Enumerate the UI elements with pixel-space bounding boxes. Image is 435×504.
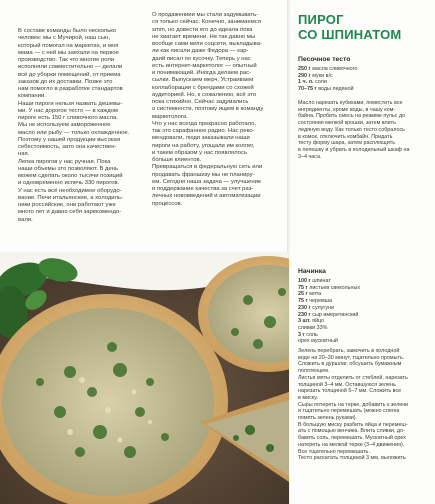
instruction-line: Зелень перебрать, замочить в холодной — [298, 348, 400, 354]
instruction-line: толщиной 3–4 мм. Оставшуюся зелень — [298, 381, 396, 388]
instruction-line: нарезать толщиной 5–7 мм. Сложить все — [298, 388, 402, 395]
instruction-line: в комок, отключить комбайн. Придать — [298, 133, 393, 140]
ingredient-name: соли — [313, 79, 327, 86]
ingredient-qty: 3 шт. — [298, 318, 311, 325]
ingredient-name: орех мускатный — [298, 338, 338, 345]
instruction-line: в лепешку и убрать в холодильный шкаф на — [298, 146, 410, 153]
article-line: больше клиентов. — [152, 157, 202, 163]
ingredient-item — [298, 325, 428, 332]
spinach-pie-photo — [0, 252, 289, 504]
dough-instructions — [298, 100, 428, 160]
ingredient-item — [298, 285, 428, 292]
ingredient-qty: 1 ч. л. — [298, 79, 314, 86]
instruction-line: Листья мяты отделить от стеблей, нарезать — [298, 374, 408, 381]
ingredient-qty: 75 г — [298, 298, 308, 305]
instruction-line: Сыры потереть на терке, добавить к зелени — [298, 401, 409, 408]
article-line: smm, но довести его до идеала пока — [152, 26, 253, 33]
instruction-line: бавить соль, перемешать. Мускатный орех — [298, 435, 406, 442]
article-line: производство. Так что многие роли — [18, 57, 115, 63]
article-line: не хватает времени. Не так давно мы — [152, 33, 256, 40]
article-line: пироге есть 150 г сливочного масла. — [18, 115, 118, 121]
article-line: вообще сами вели соцсети, выкладыва- — [152, 41, 262, 47]
ingredient-item — [298, 66, 428, 73]
ingredient-name: воды ледяной — [316, 86, 354, 93]
article-line: Превращаться в федеральную сеть или — [152, 164, 263, 171]
ingredient-name: сулугуни — [310, 304, 335, 311]
article-line: даяй писал по кусочку. Теперь у нас — [152, 55, 251, 62]
ingredient-name: масла сливочного — [310, 66, 358, 72]
article-line: вали. — [18, 216, 33, 223]
article-line: так это сарафанное радио. Нас реко- — [152, 128, 255, 134]
instruction-line: и тщательно перемешать (можно слегка — [298, 408, 400, 415]
article-line: о системности, поэтому ищем в команду — [152, 106, 264, 113]
filling-ingredients — [298, 278, 428, 345]
article-line: У нас есть всё необходимое оборудо- — [18, 187, 122, 194]
ingredient-qty: 250 г — [298, 66, 311, 72]
article-line: ли как писали даже Федора — кар- — [152, 48, 249, 55]
ingredient-item — [298, 298, 428, 305]
article-line: В составе команды было несколько — [18, 28, 117, 34]
ingredient-qty: 3 г — [298, 331, 305, 338]
ingredient-qty: 290 г — [298, 72, 311, 79]
article-line: себестоимость, зато она качествен- — [18, 144, 117, 150]
ingredient-qty: 230 г — [298, 304, 311, 311]
instruction-line: В большую миску разбить яйца и перемеш- — [298, 421, 408, 428]
article-line: Наши пироги нельзя назвать дешевы- — [18, 100, 123, 107]
article-line: пироги на работу, угощали им коллег, — [152, 142, 255, 149]
instruction-line: Тесто раскатать толщиной 3 мм, выложить — [298, 455, 406, 462]
article-line: много лет и давно себя зарекомендо- — [18, 209, 122, 216]
filling-heading: Начинка — [298, 268, 326, 275]
article-line: и одновременно испечь 330 пирогов. — [18, 180, 120, 187]
article-line: нам помогло в разработке стандартов — [18, 86, 123, 92]
instruction-line: Масло нарезать кубиками, поместить все — [298, 100, 403, 106]
article-line: Что у нас всегда прекрасно работало, — [152, 120, 257, 127]
ingredient-qty: 100 г — [298, 278, 311, 284]
article-line: всё до уборки помещений, от приема — [18, 71, 121, 78]
ingredient-item — [298, 278, 428, 285]
ingredient-qty: 70–75 г — [298, 86, 317, 93]
article-line: ми. У нас дорогое тесто — в каждом — [18, 107, 118, 114]
ingredient-name: листьев свекольных — [307, 284, 361, 291]
instruction-line: ледяную воду. Как только тесто собралось — [298, 126, 405, 133]
article-line: мама — с ней мы заехали на первое — [18, 49, 119, 56]
recipe-title — [298, 12, 401, 42]
ingredient-name: сливки 33% — [298, 324, 328, 331]
instruction-line: байна. Пробить смесь на режиме пульс до — [298, 113, 406, 120]
article-line: ная. — [18, 151, 30, 158]
instruction-line: Все тщательно перемешать. — [298, 448, 370, 455]
ingredient-name: мята — [307, 291, 322, 298]
article-line: и понимающий. Иногда делаем рас- — [152, 70, 252, 76]
article-line: О продажениии мы стали задумывать- — [152, 12, 259, 18]
dough-ingredients — [298, 66, 428, 93]
article-line: пока стихийно. Сейчас задумались — [152, 99, 249, 105]
article-line: человек: мы с Мучирой, наш сын, — [18, 35, 110, 42]
article-line: личных нововведений и автоматизации — [152, 193, 261, 200]
article-line: Поэтому у нашей продукции высокая — [18, 136, 121, 143]
dough-heading: Песочное тесто — [298, 56, 351, 63]
ingredient-name: шпинат — [310, 278, 331, 284]
ingredient-name: сыр имеретинский — [310, 311, 359, 318]
article-line: заказов до их доставки. Позже это — [18, 78, 113, 85]
article-line: маркетолога. — [152, 113, 188, 120]
article-line: который помогал на маркетах, и моя — [18, 42, 119, 49]
instruction-line: состояния мелкой крошки, затем влить — [298, 120, 396, 127]
instruction-line: ингредиенты, кроме воды, в чашу ком- — [298, 106, 396, 113]
article-line: ся только сейчас. Конечно, занимаемся — [152, 19, 261, 26]
article-line: можем сделать около тысячи позиций — [18, 173, 123, 179]
article-line: мендовали, люди заказывали наши — [152, 135, 250, 142]
article-line: масло или рыбу — только охлажденное. — [18, 129, 130, 136]
instruction-line: в миску. — [298, 394, 318, 401]
article-line: и поддержание качества за счет раз- — [152, 186, 254, 192]
instruction-line: помять зелень руками). — [298, 415, 358, 422]
filling-instructions — [298, 348, 428, 462]
article-line: ем. Сегодня наша задача — улучшение — [152, 178, 262, 185]
article-line: Мы не используем замороженное — [18, 122, 111, 129]
recipe-title-line-1: ПИРОГ — [298, 12, 344, 27]
article-line: наши объемы это позволяют. В день — [18, 165, 119, 172]
ingredient-item — [298, 291, 428, 298]
article-column-1 — [18, 28, 140, 224]
article-line: вание. Печи итальянские, а холодиль- — [18, 194, 124, 201]
instruction-line: воде на 20–30 минут, тщательно промыть. — [298, 354, 405, 361]
article-line: Лепка пирогов у нас ручная. Пока — [18, 158, 111, 165]
ingredient-item — [298, 73, 428, 80]
instruction-line: ать с помощью венчика. Влить сливки, до- — [298, 428, 405, 435]
article-line: сылки. Выпускаем мерч. Устраиваем — [152, 77, 254, 84]
article-line: ники российские, они работают уже — [18, 202, 116, 208]
instruction-line: тесту форму шара, затем расплющить — [298, 140, 396, 147]
instruction-line: полотенцем. — [298, 368, 330, 375]
ingredient-item — [298, 318, 428, 325]
article-line: продавать франшизу мы не планиру- — [152, 171, 255, 178]
article-column-2 — [152, 12, 282, 208]
ingredient-item — [298, 338, 428, 345]
article-line: коллаборации с брендами со схожей — [152, 84, 254, 91]
article-line: есть интернет-маркетолог — опытный — [152, 62, 257, 69]
article-line: компании. — [18, 93, 46, 100]
ingredient-item — [298, 305, 428, 312]
article-line: аудиторией. Но, к сожалению, всё это — [152, 91, 257, 98]
ingredient-name: муки в/с — [310, 72, 333, 79]
article-line: и таким образом у нас появлялось — [152, 149, 247, 156]
article-line: процессов. — [152, 200, 183, 207]
instruction-line: натереть на мелкой терке (3–4 движения). — [298, 441, 405, 448]
ingredient-name: соль — [304, 331, 318, 338]
article-line: исполняли совместительно — делали — [18, 64, 123, 71]
recipe-title-line-2: СО ШПИНАТОМ — [298, 27, 402, 42]
instruction-line: Сложить в дуршлаг, обсушить бумажным — [298, 361, 402, 368]
ingredient-qty: 25 г — [298, 291, 308, 298]
instruction-line: 3–4 часа. — [298, 153, 322, 160]
ingredient-name: черемша — [307, 298, 333, 305]
ingredient-name: яйцо — [310, 318, 325, 325]
ingredient-qty: 75 г — [298, 284, 308, 291]
ingredient-qty: 230 г — [298, 311, 311, 318]
ingredient-item — [298, 86, 428, 93]
